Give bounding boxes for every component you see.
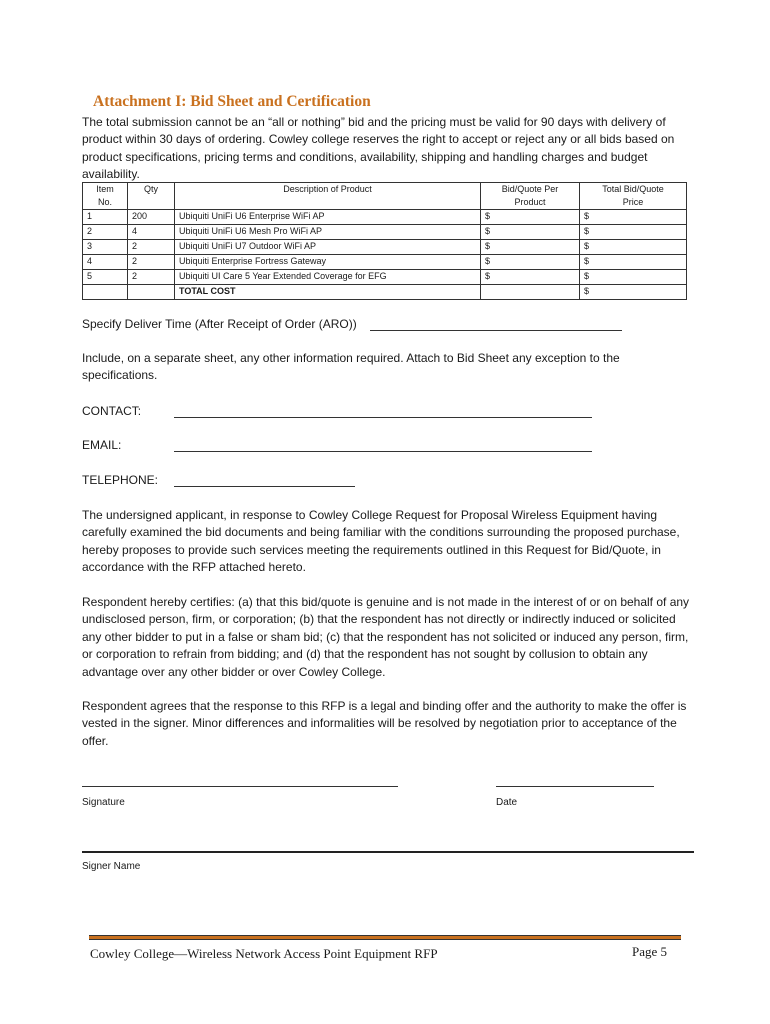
header-bid-line2: Product — [514, 197, 546, 207]
signer-name-label: Signer Name — [82, 861, 141, 872]
col-header-total — [580, 183, 687, 210]
cell-item: 1 — [83, 210, 128, 225]
cell-desc: Ubiquiti Enterprise Fortress Gateway — [175, 255, 481, 270]
col-header-qty: Qty — [128, 183, 175, 210]
table-row — [83, 270, 687, 285]
cell-total[interactable]: $ — [580, 255, 687, 270]
date-line[interactable] — [496, 786, 654, 787]
cell-qty: 2 — [128, 240, 175, 255]
cell-total[interactable]: $ — [580, 270, 687, 285]
deliver-time-field[interactable] — [370, 330, 622, 331]
page-number: Page 5 — [632, 944, 668, 959]
cell-desc: Ubiquiti UniFi U6 Mesh Pro WiFi AP — [175, 225, 481, 240]
table-row — [83, 255, 687, 270]
table-row — [83, 225, 687, 240]
footer-title: Cowley College—Wireless Network Access Point Equipment RFP — [90, 946, 438, 961]
telephone-label: TELEPHONE: — [82, 473, 159, 487]
cell-desc: Ubiquiti UI Care 5 Year Extended Coverage for EFG — [175, 270, 481, 285]
col-header-desc: Description of Product — [175, 183, 481, 210]
cell-total[interactable]: $ — [580, 225, 687, 240]
col-header-bid — [481, 183, 580, 210]
cell-qty: 4 — [128, 225, 175, 240]
signature-label: Signature — [82, 797, 125, 808]
contact-label: CONTACT: — [82, 404, 142, 418]
table-row — [83, 240, 687, 255]
total-row — [83, 285, 687, 300]
cert-paragraph-1: The undersigned applicant, in response to Cowley College Request for Proposal Wireless Equipment having carefully examined the bid documents and being familiar with the conditions surrounding the proposed purchase, hereby proposes to provide such services meeting the requirements outlined in this Request for Bid/Quote, in accordance with the RFP attached hereto. — [82, 508, 680, 575]
cell-item-empty — [83, 285, 128, 300]
cell-qty: 2 — [128, 255, 175, 270]
bid-table — [82, 182, 687, 300]
cell-item: 4 — [83, 255, 128, 270]
cert-paragraph-3: Respondent agrees that the response to this RFP is a legal and binding offer and the authority to make the offer is vested in the signer. Minor differences and informalities will be resolved by negotiation prior to acceptance of the offer. — [82, 699, 687, 748]
total-cost-label: TOTAL COST — [175, 285, 481, 300]
cell-item: 2 — [83, 225, 128, 240]
cell-desc: Ubiquiti UniFi U7 Outdoor WiFi AP — [175, 240, 481, 255]
email-field[interactable] — [174, 451, 592, 452]
cell-qty: 2 — [128, 270, 175, 285]
footer-divider — [89, 935, 681, 940]
date-label: Date — [496, 797, 518, 808]
cell-bid[interactable]: $ — [481, 210, 580, 225]
cell-bid[interactable]: $ — [481, 240, 580, 255]
cert-paragraph-2: Respondent hereby certifies: (a) that this bid/quote is genuine and is not made in the interest of or on behalf of any undisclosed person, firm, or corporation; (b) that the respondent has not directly or indirectly induced or solicited any other bidder to put in a false or sham bid; (c) that the respondent has not solicited or induced any person, firm, or corporation to refrain from bidding; and (d) that the respondent has not sought by collusion to obtain any advantage over any other bidder or over Cowley College. — [82, 595, 690, 679]
header-item-line2: No. — [97, 197, 112, 207]
signer-name-line[interactable] — [82, 851, 694, 853]
cell-qty: 200 — [128, 210, 175, 225]
table-header-row — [83, 183, 687, 210]
cell-bid[interactable]: $ — [481, 270, 580, 285]
col-header-item — [83, 183, 128, 210]
page-title: Attachment I: Bid Sheet and Certification — [93, 93, 371, 110]
contact-field[interactable] — [174, 417, 592, 418]
email-label: EMAIL: — [82, 438, 122, 452]
cell-item: 3 — [83, 240, 128, 255]
cell-bid[interactable]: $ — [481, 225, 580, 240]
cell-total[interactable]: $ — [580, 240, 687, 255]
header-total-line2: Price — [622, 197, 644, 207]
header-item-line1: Item — [96, 184, 114, 194]
cell-item: 5 — [83, 270, 128, 285]
cell-bid[interactable]: $ — [481, 255, 580, 270]
signature-line[interactable] — [82, 786, 398, 787]
deliver-time-label: Specify Deliver Time (After Receipt of Order (ARO)) — [82, 317, 357, 331]
cell-qty-empty — [128, 285, 175, 300]
table-row — [83, 210, 687, 225]
cell-bid-empty — [481, 285, 580, 300]
cell-total[interactable]: $ — [580, 210, 687, 225]
telephone-field[interactable] — [174, 486, 355, 487]
header-total-line1: Total Bid/Quote — [602, 184, 664, 194]
total-cost-cell[interactable]: $ — [580, 285, 687, 300]
header-bid-line1: Bid/Quote Per — [501, 184, 559, 194]
include-paragraph: Include, on a separate sheet, any other information required. Attach to Bid Sheet any exception to the specifications. — [82, 351, 620, 383]
cell-desc: Ubiquiti UniFi U6 Enterprise WiFi AP — [175, 210, 481, 225]
intro-paragraph: The total submission cannot be an “all or nothing” bid and the pricing must be valid for 90 days with delivery of product within 30 days of ordering. Cowley college reserves the right to accept or reject any or all bids based on product specifications, pricing terms and conditions, availability, shipping and handling charges and budget availability. — [82, 115, 675, 182]
